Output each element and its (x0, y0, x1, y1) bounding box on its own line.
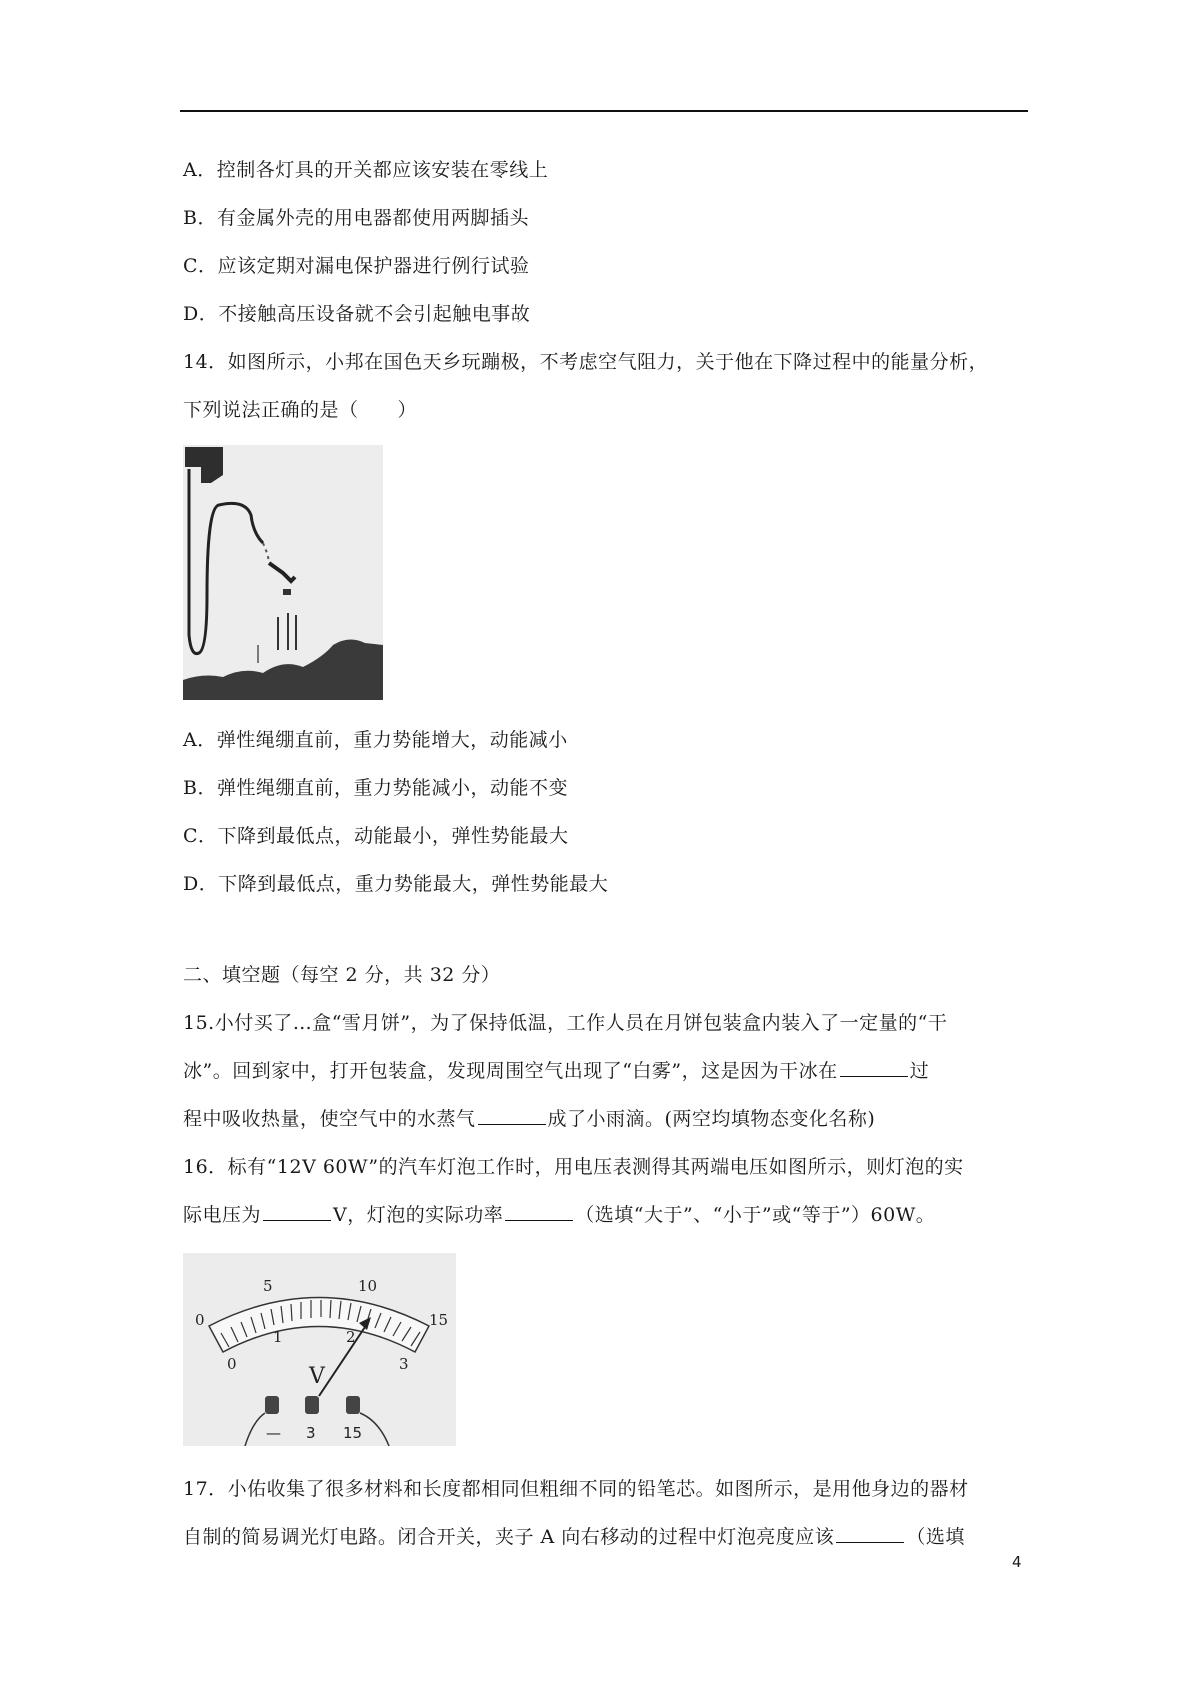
q16-blank-2[interactable] (505, 1202, 573, 1221)
q15-line2-text: 冰”。回到家中，打开包装盒，发现周围空气出现了“白雾”，这是因为干冰在 (183, 1060, 838, 1082)
q17-line1: 17．小佑收集了很多材料和长度都相同但粗细不同的铅笔芯。如图所示，是用他身边的器材 (183, 1478, 969, 1500)
upper-scale-label: 0 (195, 1311, 205, 1329)
q15-blank-2[interactable] (478, 1106, 546, 1125)
page-number: 4 (1012, 1553, 1022, 1571)
q15-line3-text: 程中吸收热量，使空气中的水蒸气 (183, 1108, 476, 1130)
q15-line2-end: 过 (909, 1060, 930, 1082)
header-rule (180, 110, 1028, 112)
q16-line2 (183, 1202, 935, 1228)
terminal-label-3: 3 (306, 1424, 316, 1442)
section2-heading: 二、填空题（每空 2 分，共 32 分） (183, 964, 501, 986)
voltmeter-figure (183, 1253, 456, 1446)
lower-scale-label: 1 (273, 1328, 283, 1346)
lower-scale-label: 0 (227, 1355, 237, 1373)
q13-option-b: B．有金属外壳的用电器都使用两脚插头 (183, 207, 529, 229)
q13-option-c: C．应该定期对漏电保护器进行例行试验 (183, 255, 530, 277)
bungee-illustration (183, 445, 383, 700)
q14-option-c: C．下降到最低点，动能最小，弹性势能最大 (183, 825, 569, 847)
q15-line3-end: 成了小雨滴。(两空均填物态变化名称) (547, 1108, 876, 1130)
q16-blank-1[interactable] (263, 1202, 331, 1221)
q15-line3 (183, 1106, 875, 1132)
q15-blank-1[interactable] (840, 1058, 908, 1077)
q16-line2-text-b: V，灯泡的实际功率 (333, 1204, 504, 1226)
q14-stem-line2: 下列说法正确的是（ ） (183, 399, 418, 421)
upper-scale-label: 10 (358, 1277, 378, 1295)
q14-option-d: D．下降到最低点，重力势能最大，弹性势能最大 (183, 873, 609, 895)
voltmeter-illustration (183, 1253, 456, 1446)
q14-option-a: A．弹性绳绷直前，重力势能增大，动能减小 (183, 729, 568, 751)
q16-line1: 16．标有“12V 60W”的汽车灯泡工作时，用电压表测得其两端电压如图所示，则灯泡的实 (183, 1156, 964, 1178)
terminal-label-negative: — (266, 1424, 281, 1442)
q14-stem-line1: 14．如图所示，小邦在国色天乡玩蹦极，不考虑空气阻力，关于他在下降过程中的能量分析， (183, 351, 989, 373)
q17-line2-text: 自制的简易调光灯电路。闭合开关，夹子 A 向右移动的过程中灯泡亮度应该 (183, 1526, 835, 1548)
q15-line2 (183, 1058, 929, 1084)
upper-scale-label: 5 (263, 1277, 273, 1295)
q17-blank-1[interactable] (836, 1524, 904, 1543)
q13-option-d: D．不接触高压设备就不会引起触电事故 (183, 303, 531, 325)
voltmeter-symbol: V (309, 1364, 325, 1389)
q14-option-b: B．弹性绳绷直前，重力势能减小，动能不变 (183, 777, 568, 799)
q15-line1: 15.小付买了…盒“雪月饼”，为了保持低温，工作人员在月饼包装盒内装入了一定量的“干 (183, 1012, 948, 1034)
q16-line2-text-a: 际电压为 (183, 1204, 262, 1226)
bungee-figure (183, 445, 383, 700)
lower-scale-label: 3 (399, 1355, 409, 1373)
q17-line2 (183, 1524, 965, 1550)
q16-line2-text-c: （选填“大于”、“小于”或“等于”）60W。 (575, 1204, 936, 1226)
q17-line2-end: （选填 (906, 1526, 965, 1548)
upper-scale-label: 15 (429, 1311, 449, 1329)
q13-option-a: A．控制各灯具的开关都应该安装在零线上 (183, 159, 549, 181)
terminal-label-15: 15 (343, 1424, 363, 1442)
lower-scale-label: 2 (346, 1328, 356, 1346)
